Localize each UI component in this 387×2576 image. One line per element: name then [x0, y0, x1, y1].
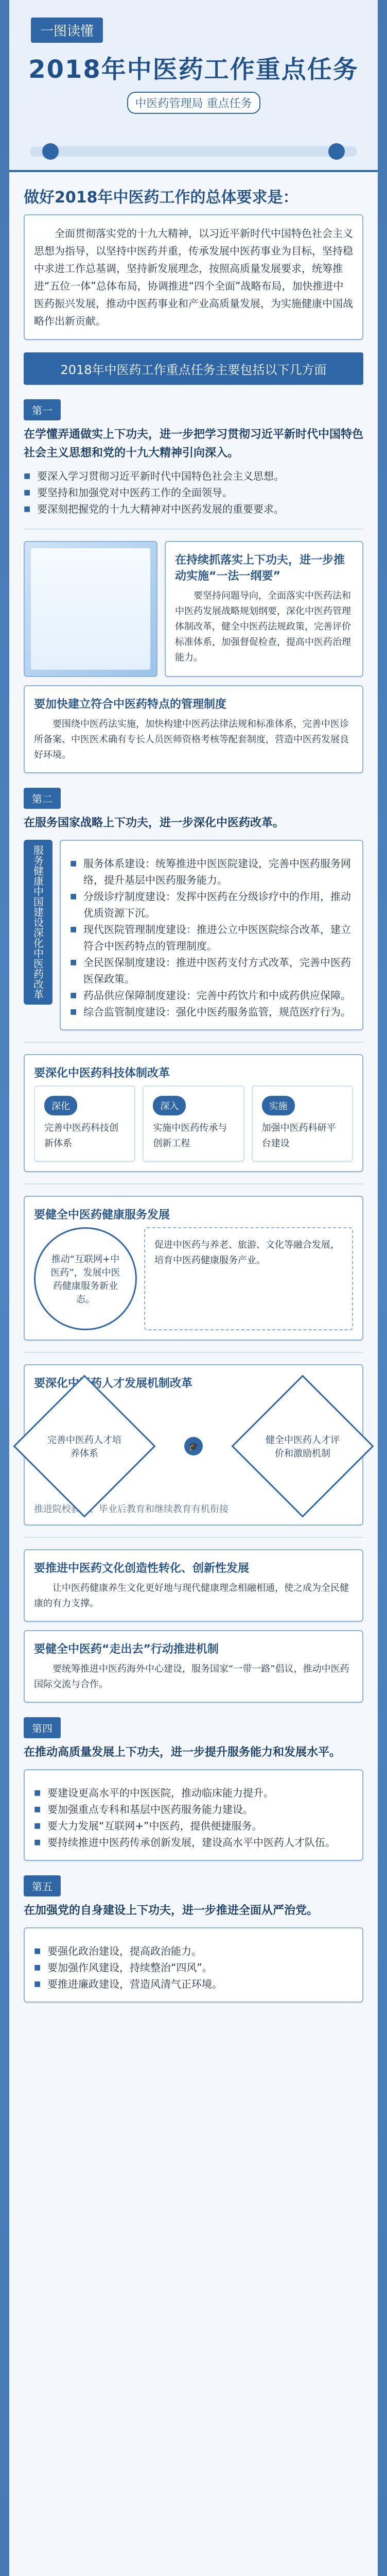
part-1-box-row [24, 541, 363, 677]
part-1-box2-text: 要围绕中医药法实施，加快构建中医药法律法规和标准体系，完善中医诊所备案、中医医术确有专长人员医师资格考核等配套制度，营造中医药发展良好环境。 [34, 719, 349, 760]
divider [24, 1183, 363, 1184]
part-4-item: ■ 要大力发展“互联网+”中医药，提供便捷服务。 [34, 1818, 353, 1834]
part-1-box2-title: 要加快建立符合中医药特点的管理制度 [34, 698, 227, 711]
part-2-lead: 在服务国家战略上下功夫，进一步深化中医药改革。 [24, 817, 285, 829]
talent-card [24, 1364, 363, 1526]
culture-text: 让中医药健康养生文化更好地与现代健康理念相融相通，使之成为全民健康的有力支撑。 [34, 1583, 349, 1609]
service-quote [144, 1227, 353, 1330]
divider [24, 1352, 363, 1353]
photo-placeholder [31, 548, 150, 670]
part-1-box-title: 在持续抓落实上下功夫，进一步推动实施“一法一纲要” [175, 554, 345, 583]
service-bubble: 推动“互联网+中医药”，发展中医药健康服务新业态。 [34, 1227, 137, 1330]
innovation-card [24, 1054, 363, 1172]
divider [24, 529, 363, 530]
part-2-item: ■ 分级诊疗制度建设：发挥中医药在分级诊疗中的作用，推动优质资源下沉。 [70, 888, 353, 921]
part-4-card [24, 1769, 363, 1861]
divider [24, 1537, 363, 1538]
part-4-lead: 在推动高质量发展上下功夫，进一步提升服务能力和发展水平。 [24, 1746, 341, 1759]
part-2 [24, 788, 363, 1703]
overall-text: 全面贯彻落实党的十九大精神，以习近平新时代中国特色社会主义思想为指导，以坚持中医药并重，传承发展中医药事业为目标，坚持稳中求进工作总基调，坚持新发展理念，按照高质量发展要求，统筹推进“五位一体”总体布局，协调推进“四个全面”战略布局，加快推进中医药振兴发展，推动中医药事业和产业高质量发展，为实施健康中国战略作出新贡献。 [34, 227, 353, 327]
header-subtitle: 中医药管理局 重点任务 [9, 92, 378, 114]
header-decoration [9, 126, 378, 162]
innovation-box-title: 深入 [153, 1096, 186, 1115]
innovation-grid [34, 1086, 353, 1162]
goingout-card [24, 1630, 363, 1703]
innovation-box-text: 加强中医药科研平台建设 [261, 1123, 336, 1149]
innovation-box-title: 深化 [44, 1096, 77, 1115]
part-1-label: 第一 [24, 399, 61, 420]
part-5-list [34, 1943, 353, 1992]
part-1-item: ■ 要深入学习贯彻习近平新时代中国特色社会主义思想。 [24, 468, 363, 484]
graduation-cap-icon: 🎓 [184, 1437, 203, 1455]
overall-requirements [24, 184, 363, 340]
part-2-card [60, 840, 363, 1030]
part-5-label: 第五 [24, 1875, 61, 1896]
part-2-item: ■ 现代医院管理制度建设：推进公立中医医院综合改革，建立符合中医药特点的管理制度。 [70, 921, 353, 954]
part-2-item: ■ 全民医保制度建设：推进中医药支付方式改革，完善中医药医保政策。 [70, 954, 353, 987]
goingout-text: 要统筹推进中医药海外中心建设，服务国家“一带一路”倡议，推动中医药国际交流与合作。 [34, 1664, 349, 1690]
part-1-box-text: 要坚持问题导向，全面落实中医药法和中医药发展战略规划纲要，深化中医药管理体制改革，健全中医药法规政策，完善评价标准体系，加强督促检查，提高中医药治理能力。 [175, 590, 351, 663]
part-1 [24, 399, 363, 773]
part-2-item: ■ 服务体系建设：统筹推进中医医院建设，完善中医药服务网络，提升基层中医药服务能力。 [70, 855, 353, 888]
service-title: 要健全中医药健康服务发展 [34, 1209, 170, 1222]
talent-left-text: 完善中医药人才培养体系 [47, 1435, 121, 1459]
service-card [24, 1196, 363, 1341]
part-1-list [24, 468, 363, 517]
photo-frame [24, 541, 157, 677]
talent-right [231, 1375, 374, 1517]
tasks-banner: 2018年中医药工作重点任务主要包括以下几方面 [24, 352, 363, 385]
culture-title: 要推进中医药文化创造性转化、创新性发展 [34, 1562, 250, 1575]
innovation-box-title: 实施 [262, 1096, 295, 1115]
service-quote-text: 促进中医药与养老、旅游、文化等融合发展，培育中医药健康服务产业。 [154, 1240, 340, 1266]
talent-title: 要深化中医药人才发展机制改革 [34, 1377, 193, 1390]
part-5-item: ■ 要推进廉政建设，营造风清气正环境。 [34, 1976, 353, 1992]
part-2-list [70, 855, 353, 1020]
part-2-side-label: 服务健康中国建设深化中医药改革 [24, 840, 52, 1005]
part-1-photo [24, 541, 157, 677]
talent-right-text: 健全中医药人才评价和激励机制 [266, 1435, 340, 1459]
part-5-card [24, 1927, 363, 2003]
part-1-card-2 [24, 685, 363, 773]
part-1-item: ■ 要深刻把握党的十九大精神对中医药发展的重要要求。 [24, 501, 363, 517]
part-5-item: ■ 要加强作风建设，持续整治“四风”。 [34, 1959, 353, 1976]
part-1-item: ■ 要坚持和加强党对中医药工作的全面领导。 [24, 484, 363, 501]
page-title: 2018年中医药工作重点任务 [28, 55, 359, 84]
divider [24, 1042, 363, 1043]
innovation-box [34, 1086, 135, 1162]
talent-left [13, 1375, 155, 1517]
header-tag: 一图读懂 [31, 18, 103, 43]
part-4-item: ■ 要加强重点专科和基层中医药服务能力建设。 [34, 1801, 353, 1818]
service-row [34, 1227, 353, 1330]
part-2-item: ■ 药品供应保障制度建设：完善中药饮片和中成药供应保障。 [70, 987, 353, 1004]
part-2-label: 第二 [24, 788, 61, 809]
part-4-label: 第四 [24, 1717, 61, 1738]
part-2-item: ■ 综合监管制度建设：强化中医药服务监管，规范医疗行为。 [70, 1004, 353, 1020]
part-4-item: ■ 要持续推进中医药传承创新发展，建设高水平中医药人才队伍。 [34, 1834, 353, 1851]
part-4-list [34, 1785, 353, 1851]
innovation-box [252, 1086, 353, 1162]
part-2-content [24, 840, 363, 1030]
overall-title: 做好2018年中医药工作的总体要求是： [24, 189, 298, 207]
part-5-lead: 在加强党的自身建设上下功夫，进一步推进全面从严治党。 [24, 1904, 319, 1917]
goingout-title: 要健全中医药“走出去”行动推进机制 [34, 1643, 219, 1656]
part-1-card [165, 541, 363, 677]
talent-row [34, 1396, 353, 1497]
part-5-item: ■ 要强化政治建设，提高政治能力。 [34, 1943, 353, 1959]
header [9, 0, 378, 172]
part-1-lead: 在学懂弄通做实上下功夫，进一步把学习贯彻习近平新时代中国特色社会主义思想和党的十九大精神引向深入。 [24, 428, 364, 460]
content-canvas [9, 0, 378, 2576]
talent-icon [184, 1437, 203, 1455]
culture-card [24, 1549, 363, 1622]
talent-note: 推进院校教育、毕业后教育和继续教育有机衔接 [34, 1504, 228, 1515]
part-5 [24, 1875, 363, 2003]
part-4-item: ■ 要建设更高水平的中医医院，推动临床能力提升。 [34, 1785, 353, 1801]
innovation-title: 要深化中医药科技体制改革 [34, 1067, 170, 1080]
overall-card [24, 214, 363, 340]
innovation-box-text: 完善中医药科技创新体系 [44, 1123, 118, 1149]
innovation-box [143, 1086, 244, 1162]
part-4 [24, 1717, 363, 1861]
innovation-box-text: 实施中医药传承与创新工程 [153, 1123, 227, 1149]
